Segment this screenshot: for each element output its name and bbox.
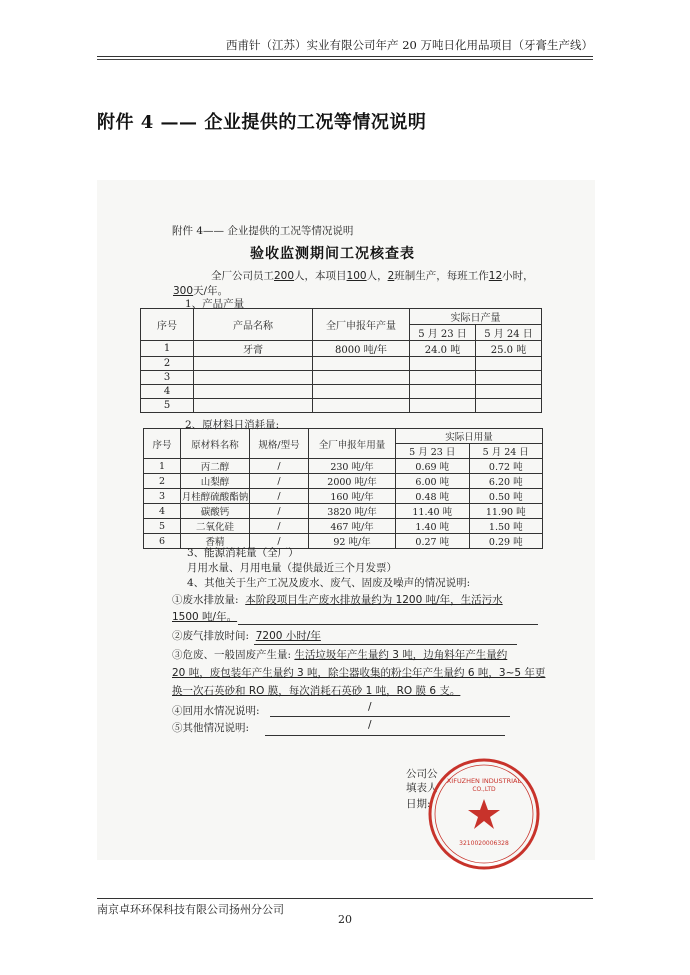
underline [270,716,510,717]
sign-date: 日期: [406,798,431,810]
item-solid-waste-2: 20 吨，废包装年产生量约 3 吨，除尘器收集的粉尘年产生量约 6 吨，3~5 年更 [172,667,546,679]
item-wastewater-2: 1500 吨/年。 [172,611,238,623]
table-row: 5 二氧化硅 / 467 吨/年 1.40 吨 1.50 吨 [144,519,543,534]
col-annual-output: 全厂申报年产量 [313,309,410,341]
hours-value: 12 [488,270,503,282]
col-date-2: 5 月 24 日 [476,325,542,341]
reuse-water-value: / [368,701,372,713]
item-reuse-water: ④回用水情况说明: [172,705,260,717]
other-value: / [368,719,372,731]
section-energy: 3、能源消耗量（全厂） [187,547,299,559]
page-number: 20 [338,913,352,926]
table-row: 2 山梨醇 / 2000 吨/年 6.00 吨 6.20 吨 [144,474,543,489]
header-rule [97,59,593,60]
company-seal [425,755,543,873]
materials-table: 序号 原材料名称 规格/型号 全厂申报年用量 实际日用量 5 月 23 日 5 月 24 日 1 丙二醇 / 230 吨/年 0.69 吨 0.72 吨 2 山梨醇 / 2000 吨/年 6.00 吨 6.20 吨 3 月桂醇硫酸酯钠 / 160 吨/年 0.48 吨 0.50 吨 4 碳酸钙 / 3820 吨/年 11.40 吨 11.90 吨 5 二氧化硅 / 467 吨/年 1.40 吨 1.50 吨 6 香精 / 92 吨/年 0.27 吨 0.29 吨 [143,428,543,549]
energy-note: 月用水量、月用电量（提供最近三个月发票） [187,562,397,574]
item-solid-waste: ③危废、一般固废产生量: 生活垃圾年产生量约 3 吨，边角料年产生量约 [172,649,508,661]
svg-text:3210020006328: 3210020006328 [459,840,509,847]
footer-rule [97,898,593,899]
table-row: 3 月桂醇硫酸酯钠 / 160 吨/年 0.48 吨 0.50 吨 [144,489,543,504]
table-row: 1 丙二醇 / 230 吨/年 0.69 吨 0.72 吨 [144,459,543,474]
intro-line-1: 全厂公司员工200人，本项目100人，2班制生产，每班工作12小时， [211,270,534,282]
item-other: ⑤其他情况说明: [172,722,250,734]
col-actual-output: 实际日产量 [410,309,542,325]
product-table [140,308,542,413]
section-materials: 2、原材料日消耗量: [185,419,280,431]
table-row: 2 [141,357,542,371]
item-solid-waste-3: 换一次石英砂和 RO 膜，每次消耗石英砂 1 吨，RO 膜 6 支。 [172,685,461,697]
table-row: 3 [141,371,542,385]
col-date-1: 5 月 23 日 [410,325,476,341]
col-product-name: 产品名称 [194,309,313,341]
attachment-label: 附件 4—— 企业提供的工况等情况说明 [172,225,354,237]
section-products: 1、产品产量 [185,298,245,310]
table-row: 1 牙膏 8000 吨/年 24.0 吨 25.0 吨 [141,341,542,357]
table-row: 6 香精 / 92 吨/年 0.27 吨 0.29 吨 [144,534,543,549]
page-header: 西甫针（江苏）实业有限公司年产 20 万吨日化用品项目（牙膏生产线） [97,34,593,57]
underline [254,644,517,645]
item-wastewater: ①废水排放量: 本阶段项目生产废水排放量约为 1200 吨/年，生活污水 [172,594,503,606]
shifts-value: 2 [387,270,395,282]
item-exhaust: ②废气排放时间: 7200 小时/年 [172,630,321,642]
col-no: 序号 [141,309,194,341]
sign-company: 公司公 [406,768,438,780]
underline [238,624,538,625]
table-row: 4 碳酸钙 / 3820 吨/年 11.40 吨 11.90 吨 [144,504,543,519]
staff-value: 200 [274,270,295,282]
days-value: 300 [173,285,194,297]
project-staff-value: 100 [346,270,367,282]
svg-text:CO.,LTD: CO.,LTD [472,786,496,793]
footer-company: 南京卓环环保科技有限公司扬州分公司 [97,903,284,916]
table-row: 5 [141,399,542,413]
form-title: 验收监测期间工况核查表 [250,246,415,262]
svg-text:XIFUZHEN INDUSTRIAL: XIFUZHEN INDUSTRIAL [446,777,522,785]
intro-line-2: 300天/年。 [173,285,229,297]
underline [265,735,505,736]
table-row: 4 [141,385,542,399]
section-other: 4、其他关于生产工况及废水、废气、固废及噪声的情况说明: [187,577,471,589]
attachment-heading: 附件 4 —— 企业提供的工况等情况说明 [97,112,427,133]
sign-filler: 填表人 [406,782,438,794]
